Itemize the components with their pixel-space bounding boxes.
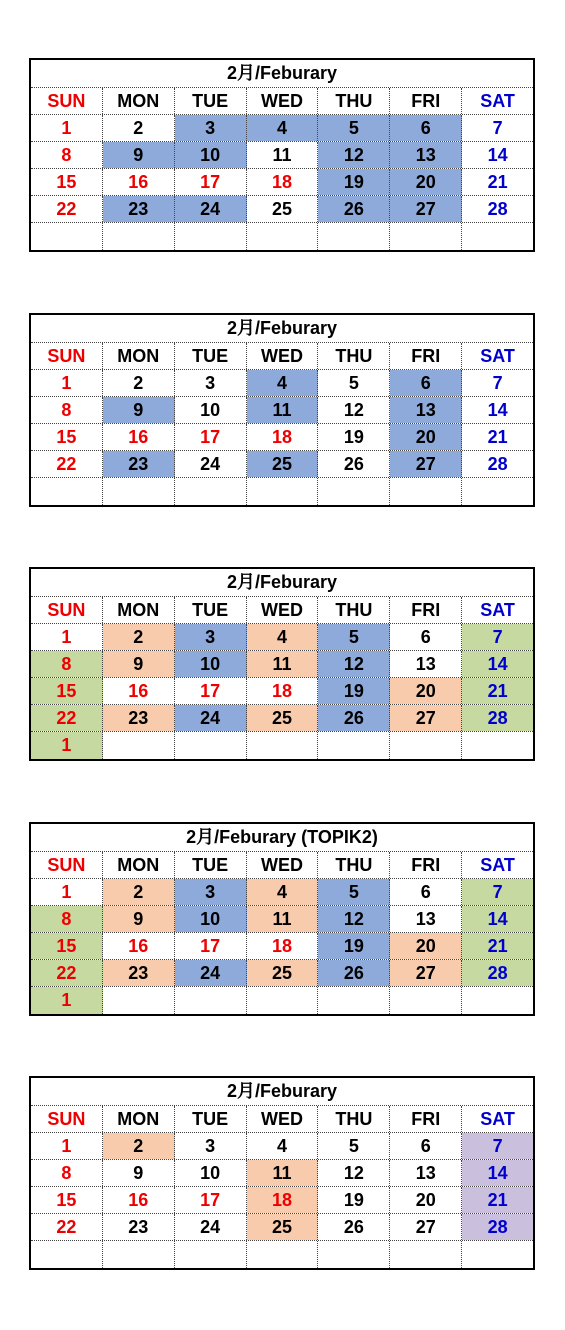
weekday-header-sun: SUN (31, 88, 103, 114)
week-row (31, 651, 533, 678)
day-cell: 13 (390, 906, 462, 932)
day-cell: 25 (247, 196, 319, 222)
day-cell: 15 (31, 678, 103, 704)
day-cell: 2 (103, 370, 175, 396)
empty-cell (175, 478, 247, 505)
day-cell: 23 (103, 451, 175, 477)
calendar-title: 2月/Feburary (31, 60, 533, 88)
day-cell: 10 (175, 906, 247, 932)
weekday-header-tue: TUE (175, 88, 247, 114)
day-cell: 12 (318, 142, 390, 168)
weekday-header-fri: FRI (390, 597, 462, 623)
weekday-header-sun: SUN (31, 1106, 103, 1132)
day-cell: 14 (462, 1160, 533, 1186)
day-cell: 14 (462, 651, 533, 677)
empty-cell (462, 478, 533, 505)
empty-cell (103, 987, 175, 1014)
day-cell: 7 (492, 373, 503, 393)
weekday-header-row (31, 1106, 533, 1133)
empty-cell (103, 223, 175, 250)
weekday-header-sun: SUN (31, 852, 103, 878)
empty-cell (247, 987, 319, 1014)
day-cell: 12 (318, 1160, 390, 1186)
weekday-header-mon: MON (103, 343, 175, 369)
day-cell: 5 (318, 370, 390, 396)
day-cell: 6 (390, 1133, 462, 1159)
day-cell: 24 (175, 451, 247, 477)
week-row (31, 451, 533, 478)
weekday-header-tue: TUE (175, 597, 247, 623)
week-row (31, 705, 533, 732)
day-cell: 23 (103, 705, 175, 731)
day-cell: 11 (247, 142, 319, 168)
day-cell: 17 (175, 424, 247, 450)
day-cell: 20 (390, 424, 462, 450)
day-cell: 22 (31, 1214, 103, 1240)
day-cell: 2 (103, 624, 175, 650)
day-cell: 9 (103, 142, 175, 168)
empty-cell (175, 732, 247, 759)
day-cell: 5 (318, 879, 390, 905)
day-cell: 7 (462, 879, 533, 905)
day-cell: 15 (31, 933, 103, 959)
day-cell: 27 (390, 1214, 462, 1240)
day-cell: 5 (318, 624, 390, 650)
weekday-header-fri: FRI (390, 88, 462, 114)
day-cell: 23 (103, 960, 175, 986)
weekday-header-mon: MON (103, 88, 175, 114)
day-cell: 3 (175, 1133, 247, 1159)
day-cell: 23 (103, 196, 175, 222)
empty-cell (318, 1241, 390, 1268)
calendar-title: 2月/Feburary (TOPIK2) (31, 824, 533, 852)
empty-cell (175, 987, 247, 1014)
day-cell: 4 (247, 1133, 319, 1159)
day-cell: 25 (247, 960, 319, 986)
day-cell: 13 (390, 142, 462, 168)
day-cell: 21 (462, 1187, 533, 1213)
day-cell: 9 (103, 651, 175, 677)
day-cell: 8 (31, 397, 103, 423)
weekday-header-row (31, 852, 533, 879)
day-cell: 13 (390, 651, 462, 677)
weekday-header-sun: SUN (31, 343, 103, 369)
calendar-1 (29, 58, 535, 252)
week-row (31, 678, 533, 705)
day-cell: 28 (462, 705, 533, 731)
weekday-header-thu: THU (318, 88, 390, 114)
day-cell: 26 (318, 705, 390, 731)
week-row (31, 169, 533, 196)
calendar-title: 2月/Feburary (31, 1078, 533, 1106)
weekday-header-sat: SAT (480, 855, 515, 875)
empty-cell (318, 987, 390, 1014)
weekday-header-wed: WED (247, 88, 319, 114)
week-row (31, 732, 533, 759)
day-cell: 4 (247, 624, 319, 650)
empty-cell (247, 478, 319, 505)
day-cell: 4 (247, 370, 319, 396)
day-cell: 20 (390, 1187, 462, 1213)
weekday-header-thu: THU (318, 597, 390, 623)
day-cell: 16 (103, 678, 175, 704)
day-cell: 10 (175, 1160, 247, 1186)
calendar-5 (29, 1076, 535, 1270)
week-row (31, 1133, 533, 1160)
empty-cell (247, 1241, 319, 1268)
weekday-header-tue: TUE (175, 1106, 247, 1132)
day-cell: 2 (103, 1133, 175, 1159)
day-cell: 27 (390, 705, 462, 731)
day-cell: 18 (247, 678, 319, 704)
calendar-4 (29, 822, 535, 1016)
week-row (31, 987, 533, 1014)
day-cell: 14 (487, 145, 508, 165)
weekday-header-mon: MON (103, 1106, 175, 1132)
day-cell: 12 (318, 906, 390, 932)
day-cell: 13 (390, 1160, 462, 1186)
day-cell: 28 (487, 199, 508, 219)
day-cell: 4 (247, 879, 319, 905)
day-cell: 1 (31, 1133, 103, 1159)
day-cell: 1 (31, 624, 103, 650)
weekday-header-wed: WED (247, 852, 319, 878)
week-row (31, 1214, 533, 1241)
weekday-header-row (31, 597, 533, 624)
day-cell: 18 (247, 1187, 319, 1213)
day-cell: 3 (175, 115, 247, 141)
week-row (31, 223, 533, 250)
day-cell: 20 (390, 933, 462, 959)
day-cell: 19 (318, 169, 390, 195)
day-cell: 19 (318, 1187, 390, 1213)
empty-cell (318, 478, 390, 505)
day-cell: 7 (462, 624, 533, 650)
day-cell: 10 (175, 142, 247, 168)
day-cell: 20 (390, 169, 462, 195)
empty-cell (31, 223, 103, 250)
day-cell: 28 (462, 960, 533, 986)
empty-cell (103, 1241, 175, 1268)
day-cell: 14 (487, 400, 508, 420)
empty-cell (390, 987, 462, 1014)
weekday-header-tue: TUE (175, 852, 247, 878)
week-row (31, 933, 533, 960)
weekday-header-sat: SAT (480, 91, 515, 111)
empty-cell (175, 1241, 247, 1268)
empty-cell (462, 987, 533, 1014)
day-cell: 28 (487, 454, 508, 474)
empty-cell (103, 732, 175, 759)
empty-cell (247, 732, 319, 759)
weekday-header-row (31, 88, 533, 115)
day-cell: 7 (462, 1133, 533, 1159)
day-cell: 11 (247, 651, 319, 677)
day-cell: 9 (103, 906, 175, 932)
empty-cell (318, 223, 390, 250)
weekday-header-mon: MON (103, 597, 175, 623)
week-row (31, 1187, 533, 1214)
week-row (31, 370, 533, 397)
day-cell: 7 (492, 118, 503, 138)
day-cell: 27 (390, 960, 462, 986)
day-cell: 16 (103, 1187, 175, 1213)
day-cell: 26 (318, 451, 390, 477)
weekday-header-fri: FRI (390, 343, 462, 369)
empty-cell (103, 478, 175, 505)
day-cell: 17 (175, 933, 247, 959)
day-cell: 3 (175, 624, 247, 650)
week-row (31, 1160, 533, 1187)
day-cell: 25 (247, 451, 319, 477)
day-cell: 9 (103, 1160, 175, 1186)
week-row (31, 624, 533, 651)
calendar-2 (29, 313, 535, 507)
day-cell: 24 (175, 960, 247, 986)
day-cell: 1 (31, 732, 103, 759)
day-cell: 5 (318, 115, 390, 141)
day-cell: 8 (31, 142, 103, 168)
day-cell: 1 (31, 115, 103, 141)
weekday-header-row (31, 343, 533, 370)
day-cell: 21 (462, 933, 533, 959)
day-cell: 2 (103, 879, 175, 905)
day-cell: 8 (31, 1160, 103, 1186)
day-cell: 3 (175, 370, 247, 396)
empty-cell (462, 732, 533, 759)
week-row (31, 196, 533, 223)
day-cell: 22 (31, 451, 103, 477)
day-cell: 6 (390, 115, 462, 141)
day-cell: 6 (390, 624, 462, 650)
day-cell: 21 (462, 678, 533, 704)
day-cell: 18 (247, 169, 319, 195)
day-cell: 8 (31, 906, 103, 932)
day-cell: 21 (487, 427, 508, 447)
weekday-header-wed: WED (247, 1106, 319, 1132)
weekday-header-wed: WED (247, 597, 319, 623)
week-row (31, 478, 533, 505)
day-cell: 22 (31, 960, 103, 986)
week-row (31, 142, 533, 169)
weekday-header-thu: THU (318, 852, 390, 878)
empty-cell (175, 223, 247, 250)
day-cell: 20 (390, 678, 462, 704)
day-cell: 25 (247, 1214, 319, 1240)
day-cell: 23 (103, 1214, 175, 1240)
week-row (31, 115, 533, 142)
day-cell: 26 (318, 196, 390, 222)
day-cell: 28 (462, 1214, 533, 1240)
weekday-header-fri: FRI (390, 1106, 462, 1132)
calendar-title: 2月/Feburary (31, 315, 533, 343)
empty-cell (390, 223, 462, 250)
day-cell: 11 (247, 397, 319, 423)
day-cell: 5 (318, 1133, 390, 1159)
day-cell: 9 (103, 397, 175, 423)
day-cell: 22 (31, 196, 103, 222)
day-cell: 21 (487, 172, 508, 192)
day-cell: 16 (103, 933, 175, 959)
day-cell: 17 (175, 169, 247, 195)
empty-cell (31, 478, 103, 505)
week-row (31, 1241, 533, 1268)
day-cell: 15 (31, 169, 103, 195)
weekday-header-tue: TUE (175, 343, 247, 369)
day-cell: 16 (103, 424, 175, 450)
day-cell: 19 (318, 424, 390, 450)
day-cell: 18 (247, 933, 319, 959)
day-cell: 4 (247, 115, 319, 141)
day-cell: 16 (103, 169, 175, 195)
day-cell: 11 (247, 906, 319, 932)
day-cell: 19 (318, 678, 390, 704)
day-cell: 6 (390, 370, 462, 396)
empty-cell (462, 1241, 533, 1268)
day-cell: 15 (31, 424, 103, 450)
day-cell: 17 (175, 678, 247, 704)
weekday-header-sat: SAT (480, 600, 515, 620)
weekday-header-sat: SAT (480, 1109, 515, 1129)
weekday-header-sat: SAT (480, 346, 515, 366)
day-cell: 1 (31, 879, 103, 905)
empty-cell (390, 478, 462, 505)
day-cell: 17 (175, 1187, 247, 1213)
calendar-3 (29, 567, 535, 761)
day-cell: 22 (31, 705, 103, 731)
day-cell: 18 (247, 424, 319, 450)
calendar-title: 2月/Feburary (31, 569, 533, 597)
weekday-header-wed: WED (247, 343, 319, 369)
day-cell: 6 (390, 879, 462, 905)
day-cell: 14 (462, 906, 533, 932)
day-cell: 15 (31, 1187, 103, 1213)
day-cell: 13 (390, 397, 462, 423)
day-cell: 12 (318, 651, 390, 677)
week-row (31, 879, 533, 906)
day-cell: 11 (247, 1160, 319, 1186)
week-row (31, 397, 533, 424)
empty-cell (318, 732, 390, 759)
empty-cell (247, 223, 319, 250)
day-cell: 26 (318, 1214, 390, 1240)
day-cell: 25 (247, 705, 319, 731)
day-cell: 2 (103, 115, 175, 141)
day-cell: 24 (175, 705, 247, 731)
empty-cell (462, 223, 533, 250)
weekday-header-sun: SUN (31, 597, 103, 623)
day-cell: 3 (175, 879, 247, 905)
weekday-header-mon: MON (103, 852, 175, 878)
day-cell: 24 (175, 196, 247, 222)
weekday-header-thu: THU (318, 343, 390, 369)
day-cell: 24 (175, 1214, 247, 1240)
weekday-header-thu: THU (318, 1106, 390, 1132)
day-cell: 8 (31, 651, 103, 677)
day-cell: 1 (31, 987, 103, 1014)
empty-cell (31, 1241, 103, 1268)
week-row (31, 906, 533, 933)
empty-cell (390, 1241, 462, 1268)
day-cell: 1 (31, 370, 103, 396)
empty-cell (390, 732, 462, 759)
week-row (31, 960, 533, 987)
day-cell: 19 (318, 933, 390, 959)
day-cell: 10 (175, 397, 247, 423)
day-cell: 10 (175, 651, 247, 677)
week-row (31, 424, 533, 451)
day-cell: 27 (390, 451, 462, 477)
day-cell: 26 (318, 960, 390, 986)
day-cell: 12 (318, 397, 390, 423)
weekday-header-fri: FRI (390, 852, 462, 878)
day-cell: 27 (390, 196, 462, 222)
